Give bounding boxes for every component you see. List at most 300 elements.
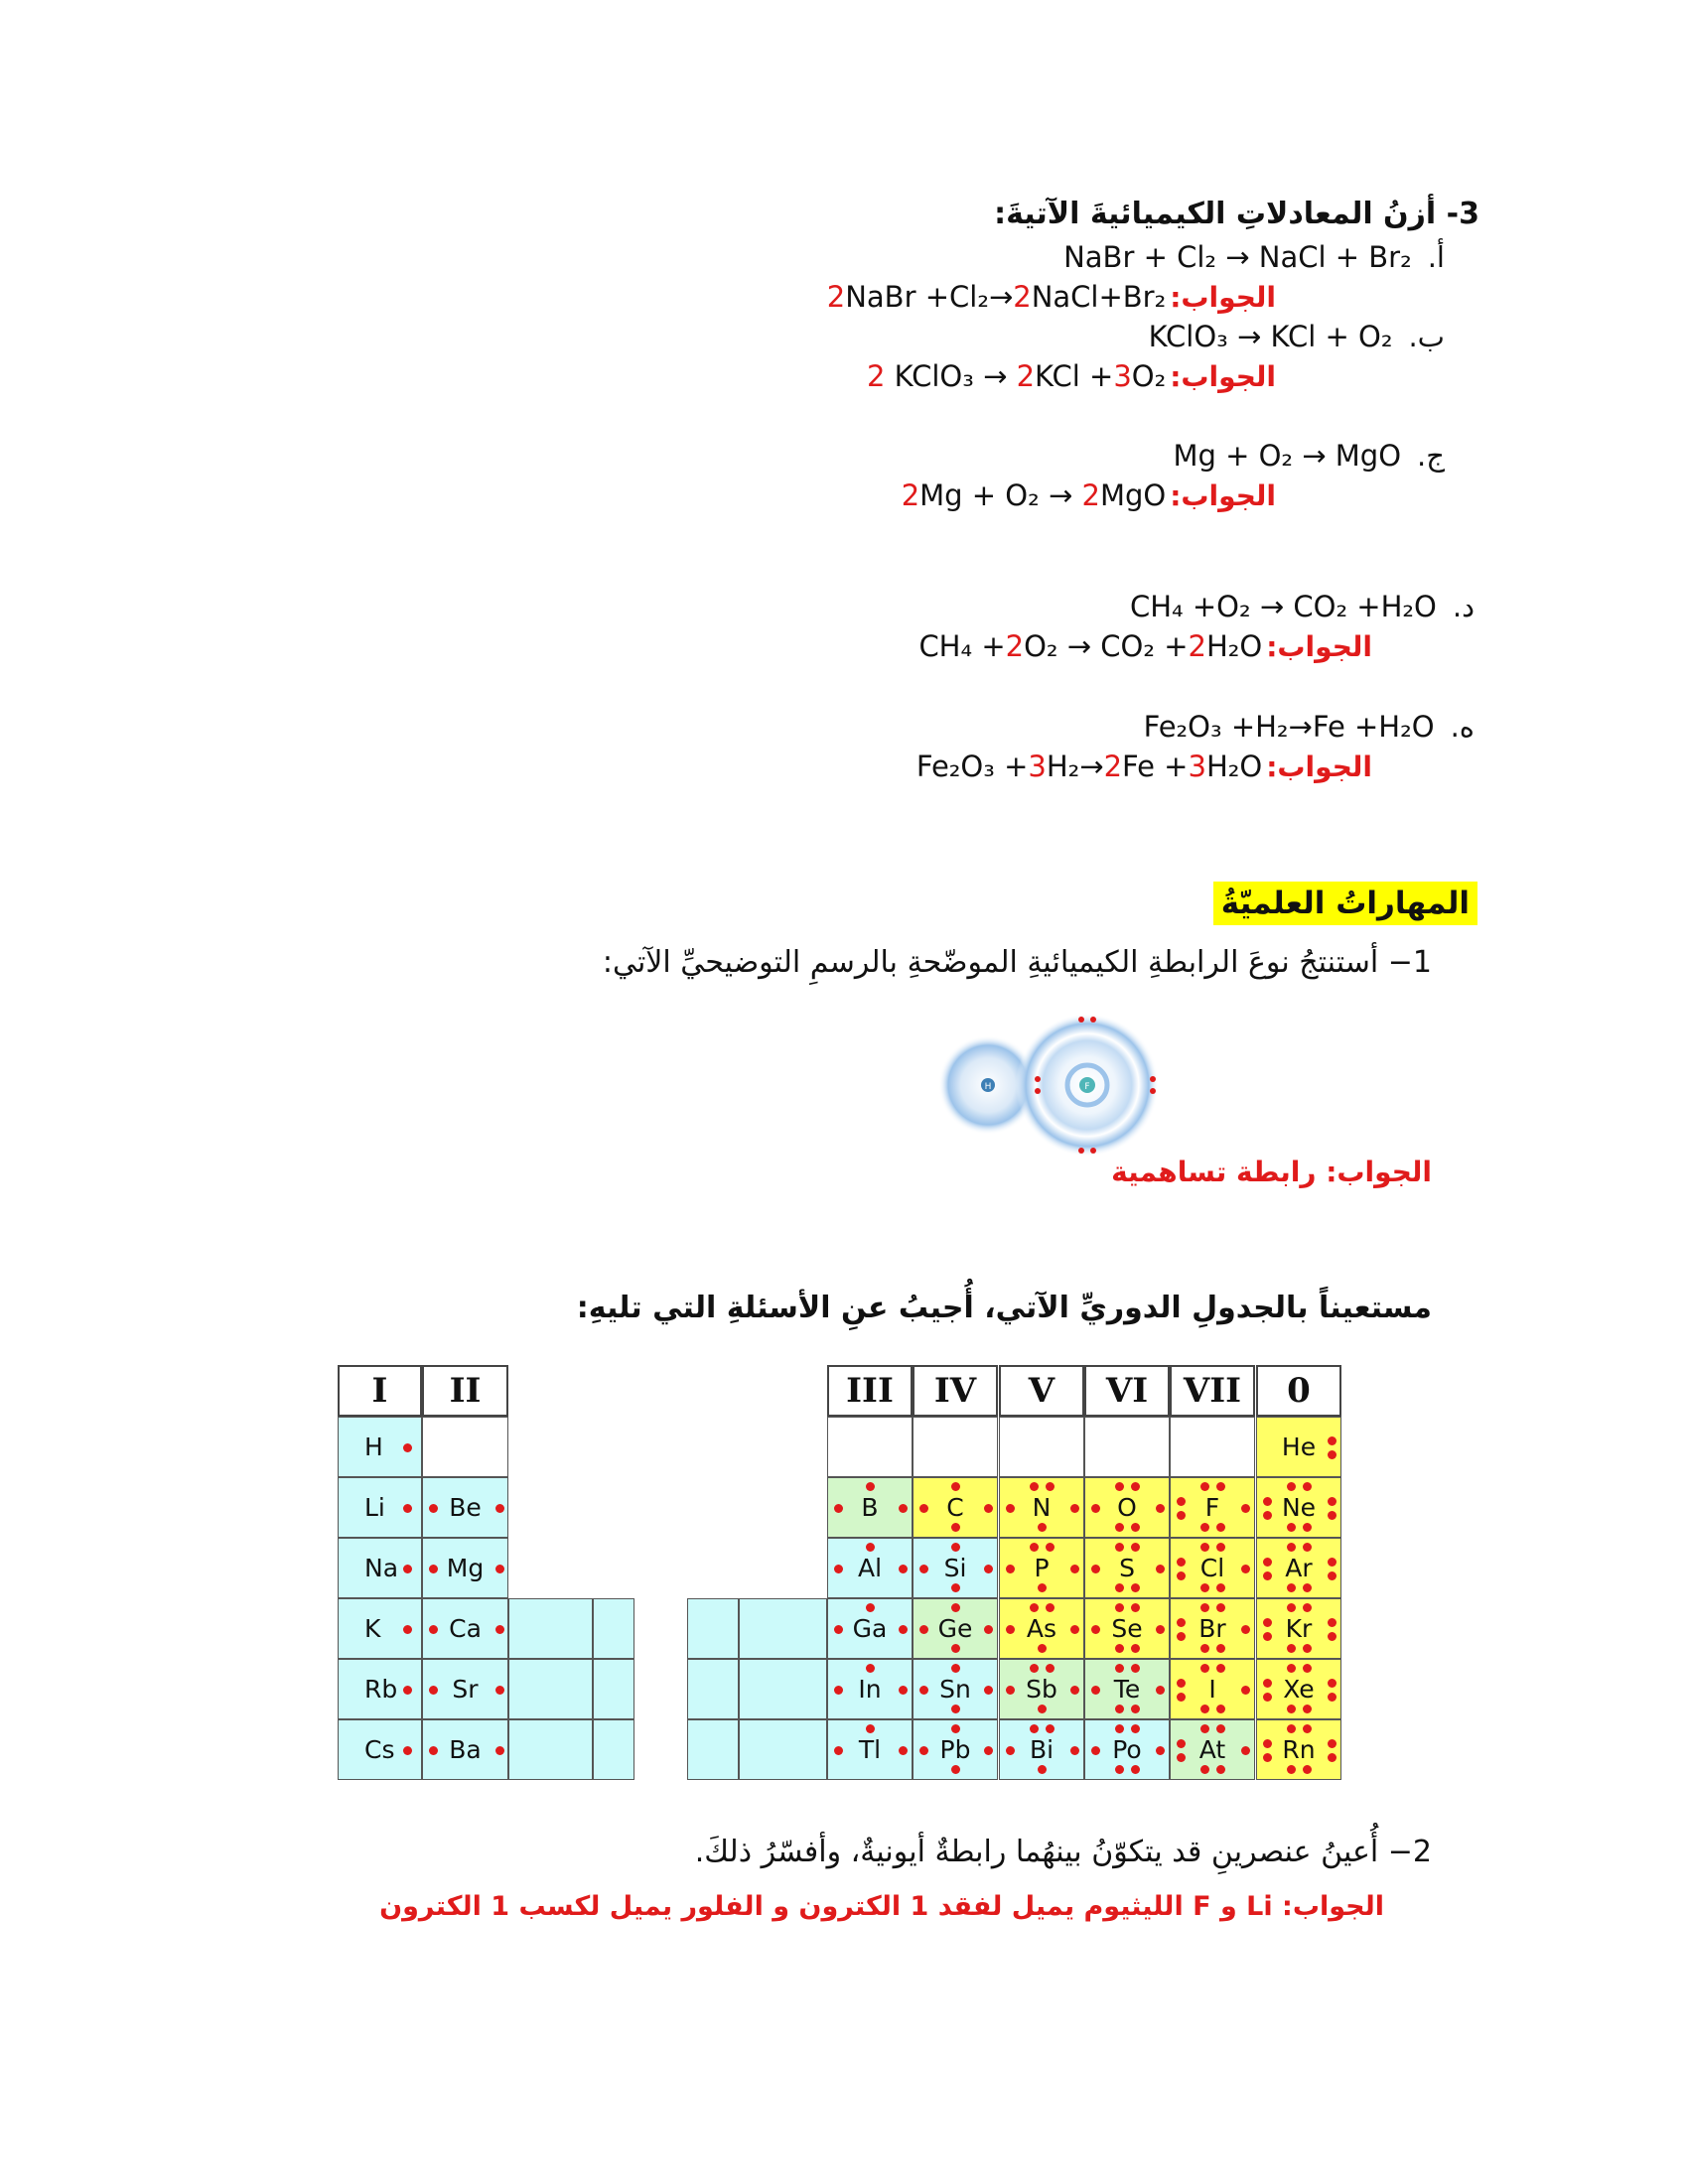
electron-dot [951, 1523, 960, 1532]
electron-dot [1200, 1644, 1209, 1653]
electron-dot [984, 1686, 993, 1695]
electron-dot [1156, 1565, 1165, 1573]
equation-marker: ه. [1450, 710, 1475, 744]
equation-2 [1149, 320, 1445, 353]
electron-dot [1328, 1739, 1336, 1748]
formula-part: Fe + [1122, 750, 1189, 783]
coefficient: 2 [826, 280, 846, 314]
element-cell-S [1084, 1538, 1170, 1598]
electron-dot [1115, 1664, 1124, 1673]
electron-dot [1115, 1523, 1124, 1532]
electron-dot [1038, 1644, 1047, 1653]
element-cell-Sn [913, 1659, 998, 1719]
element-symbol: C [946, 1493, 964, 1522]
electron-dot [1046, 1543, 1055, 1552]
element-cell-H [338, 1417, 422, 1477]
electron-dot [1328, 1497, 1336, 1506]
electron-dot [1006, 1625, 1015, 1634]
electron-dot [899, 1686, 908, 1695]
equation-marker: ب. [1408, 320, 1445, 353]
coefficient: 3 [1188, 750, 1206, 783]
electron-dot [984, 1625, 993, 1634]
element-cell-Be [422, 1477, 508, 1538]
transition-block-cell [687, 1598, 739, 1659]
electron-dot [1115, 1765, 1124, 1774]
section-heading-skills: المهاراتُ العلميّةُ [1213, 882, 1477, 925]
electron-dot [1038, 1765, 1047, 1774]
electron-dot [1131, 1523, 1140, 1532]
electron-dot [1038, 1523, 1047, 1532]
equation-answer-5 [916, 750, 1372, 783]
electron-dot [1156, 1625, 1165, 1634]
equation-text: NaBr + Cl₂ → NaCl + Br₂ [1063, 240, 1412, 274]
electron-dot [1091, 1746, 1100, 1755]
element-symbol: Ge [937, 1614, 973, 1643]
electron-dot [1177, 1693, 1186, 1702]
element-cell-At [1170, 1719, 1255, 1780]
electron-dot [1156, 1504, 1165, 1513]
electron-dot [1328, 1450, 1336, 1459]
electron-dot [1263, 1753, 1272, 1762]
element-cell-Ga [827, 1598, 913, 1659]
balanced-equation [902, 478, 1167, 512]
electron-dot [1177, 1571, 1186, 1580]
element-symbol: I [1208, 1675, 1216, 1704]
element-symbol: Se [1111, 1614, 1143, 1643]
electron-dot [866, 1724, 875, 1733]
formula-part: H₂→ [1046, 750, 1104, 783]
electron-dot [403, 1686, 412, 1695]
element-cell-Cl [1170, 1538, 1255, 1598]
element-symbol: I [371, 1371, 388, 1411]
electron-dot [1287, 1523, 1296, 1532]
element-symbol: B [861, 1493, 879, 1522]
electron-dot [866, 1664, 875, 1673]
equation-5 [1144, 710, 1475, 744]
electron-dot [1115, 1705, 1124, 1713]
element-symbol: He [1281, 1433, 1317, 1461]
formula-part: H₂O [1205, 750, 1263, 783]
question-2-text: 2− أُعينُ عنصرينِ قد يتكوّنُ بينهُما رابطةٌ أيونيةٌ، وأفسّرُ ذلكَ. [694, 1835, 1432, 1869]
electron-dot [1046, 1664, 1055, 1673]
element-symbol: Al [857, 1554, 883, 1582]
electron-dot [1131, 1583, 1140, 1592]
transition-block-cell [739, 1719, 827, 1780]
electron-dot [1030, 1543, 1039, 1552]
element-symbol: S [1119, 1554, 1135, 1582]
formula-part: KCl + [1035, 359, 1114, 393]
electron-dot [495, 1565, 504, 1573]
transition-block-cell [508, 1598, 593, 1659]
formula-part: Mg + O₂ → [919, 478, 1082, 512]
electron-dot [1115, 1543, 1124, 1552]
element-symbol: Sn [939, 1675, 971, 1704]
element-cell-Po [1084, 1719, 1170, 1780]
electron-dot [951, 1482, 960, 1491]
coefficient: 2 [1016, 359, 1036, 393]
electron-dot [1303, 1664, 1312, 1673]
coefficient: 2 [1081, 478, 1100, 512]
element-symbol: Pb [939, 1735, 971, 1764]
element-symbol: II [449, 1371, 482, 1411]
element-cell-Se [1084, 1598, 1170, 1659]
electron-dot [495, 1625, 504, 1634]
electron-dot [984, 1746, 993, 1755]
electron-dot [834, 1746, 843, 1755]
formula-part: NaCl+Br₂ [1031, 280, 1167, 314]
equation-answer-2 [867, 359, 1276, 393]
electron-dot [984, 1504, 993, 1513]
electron-dot [834, 1565, 843, 1573]
electron-dot [1115, 1482, 1124, 1491]
element-symbol: Ne [1281, 1493, 1317, 1522]
electron-dot [1287, 1705, 1296, 1713]
electron-dot [495, 1504, 504, 1513]
electron-dot [1030, 1724, 1039, 1733]
electron-dot [1216, 1603, 1225, 1612]
element-cell-Te [1084, 1659, 1170, 1719]
element-symbol: O [1117, 1493, 1137, 1522]
electron-dot [1131, 1603, 1140, 1612]
group-header-I [338, 1365, 422, 1417]
element-symbol: Be [449, 1493, 482, 1522]
electron-dot [1115, 1603, 1124, 1612]
equation-text: Fe₂O₃ +H₂→Fe +H₂O [1143, 710, 1435, 744]
element-symbol: Rb [364, 1675, 398, 1704]
formula-part: CH₄ + [918, 629, 1006, 663]
equation-marker: د. [1452, 590, 1475, 623]
formula-part: H₂O [1205, 629, 1263, 663]
electron-dot [1200, 1543, 1209, 1552]
electron-dot [1038, 1583, 1047, 1592]
electron-dot [1070, 1625, 1079, 1634]
formula-part: O₂ → CO₂ + [1024, 629, 1189, 663]
transition-block-cell [739, 1659, 827, 1719]
element-symbol: Ca [449, 1614, 482, 1643]
electron-dot [1131, 1724, 1140, 1733]
electron-dot [951, 1603, 960, 1612]
element-cell-Xe [1256, 1659, 1341, 1719]
electron-dot [1177, 1558, 1186, 1567]
electron-dot [1131, 1543, 1140, 1552]
element-symbol: H [364, 1433, 383, 1461]
electron-dot [1200, 1724, 1209, 1733]
group-header-0 [1256, 1365, 1341, 1417]
electron-dot [1328, 1436, 1336, 1445]
electron-dot [1287, 1724, 1296, 1733]
electron-dot [1030, 1603, 1039, 1612]
electron-dot [1070, 1565, 1079, 1573]
transition-block-cell [593, 1659, 634, 1719]
electron-dot [1328, 1679, 1336, 1688]
element-cell-As [999, 1598, 1084, 1659]
electron-dot [1263, 1497, 1272, 1506]
element-cell-He [1256, 1417, 1341, 1477]
element-symbol: F [1204, 1493, 1220, 1522]
electron-dot [1216, 1705, 1225, 1713]
formula-part: Fe₂O₃ + [915, 750, 1029, 783]
electron-dot [403, 1443, 412, 1452]
electron-dot [1046, 1724, 1055, 1733]
coefficient: 2 [1013, 280, 1032, 314]
electron-dot [1287, 1765, 1296, 1774]
element-symbol: Cl [1199, 1554, 1225, 1582]
electron-dot [1177, 1618, 1186, 1627]
group-header-V [999, 1365, 1084, 1417]
electron-dot [919, 1565, 928, 1573]
balanced-equation [916, 750, 1262, 783]
element-symbol: Sr [452, 1675, 479, 1704]
electron-dot [1200, 1765, 1209, 1774]
electron-dot [1263, 1739, 1272, 1748]
electron-dot [919, 1686, 928, 1695]
electron-dot [403, 1565, 412, 1573]
transition-block-cell [687, 1659, 739, 1719]
electron-dot [1115, 1644, 1124, 1653]
electron-dot [1303, 1765, 1312, 1774]
element-symbol: Br [1198, 1614, 1226, 1643]
equation-marker: ج. [1417, 439, 1445, 473]
element-cell-Pb [913, 1719, 998, 1780]
electron-dot [1328, 1632, 1336, 1641]
equation-answer-4 [918, 629, 1372, 663]
element-cell-Al [827, 1538, 913, 1598]
element-symbol: K [364, 1614, 381, 1643]
electron-dot [951, 1644, 960, 1653]
element-cell-Tl [827, 1719, 913, 1780]
electron-dot [866, 1543, 875, 1552]
electron-dot [1287, 1543, 1296, 1552]
equation-text: CH₄ +O₂ → CO₂ +H₂O [1129, 590, 1437, 623]
group-header-VI [1084, 1365, 1170, 1417]
element-cell-Cs [338, 1719, 422, 1780]
electron-dot [1091, 1686, 1100, 1695]
element-symbol: 0 [1287, 1371, 1311, 1411]
electron-dot [1328, 1753, 1336, 1762]
electron-dot [899, 1504, 908, 1513]
electron-dot [1263, 1511, 1272, 1520]
electron-dot [1287, 1664, 1296, 1673]
equation-answer-3 [902, 478, 1276, 512]
electron-dot [1328, 1558, 1336, 1567]
element-symbol: N [1032, 1493, 1052, 1522]
electron-dot [403, 1625, 412, 1634]
element-cell-K [338, 1598, 422, 1659]
element-symbol: Kr [1285, 1614, 1313, 1643]
transition-block-cell [593, 1719, 634, 1780]
element-cell-Rn [1256, 1719, 1341, 1780]
answer-label: الجواب: [1170, 360, 1276, 393]
electron-dot [1287, 1583, 1296, 1592]
electron-dot [1091, 1625, 1100, 1634]
element-symbol: Rn [1282, 1735, 1316, 1764]
empty-cell [827, 1417, 913, 1477]
element-cell-P [999, 1538, 1084, 1598]
electron-dot [1303, 1583, 1312, 1592]
formula-part: NaBr +Cl₂→ [845, 280, 1014, 314]
electron-dot [834, 1686, 843, 1695]
element-cell-Mg [422, 1538, 508, 1598]
element-cell-Ne [1256, 1477, 1341, 1538]
balanced-equation [867, 359, 1166, 393]
element-symbol: Bi [1029, 1735, 1055, 1764]
electron-dot [1216, 1765, 1225, 1774]
element-cell-Na [338, 1538, 422, 1598]
question-2-answer: الجواب: Li و F الليثيوم يميل لفقد 1 الكترون و الفلور يميل لكسب 1 الكترون [379, 1891, 1384, 1922]
electron-dot [1241, 1565, 1250, 1573]
coefficient: 2 [866, 359, 886, 393]
electron-dot [1177, 1739, 1186, 1748]
electron-dot [1328, 1618, 1336, 1627]
electron-dot [1177, 1753, 1186, 1762]
electron-dot [1287, 1482, 1296, 1491]
element-cell-Sb [999, 1659, 1084, 1719]
group-header-IV [913, 1365, 998, 1417]
electron-dot [951, 1765, 960, 1774]
question-1-answer: الجواب: رابطة تساهمية [1111, 1156, 1432, 1188]
electron-dot [495, 1746, 504, 1755]
answer-label: الجواب: [1170, 479, 1276, 512]
electron-dot [899, 1565, 908, 1573]
electron-dot [1091, 1504, 1100, 1513]
balanced-equation [918, 629, 1262, 663]
element-symbol: Li [364, 1493, 385, 1522]
electron-dot [834, 1625, 843, 1634]
group-header-VII [1170, 1365, 1255, 1417]
electron-dot [429, 1625, 438, 1634]
electron-dot [1263, 1679, 1272, 1688]
electron-dot [1303, 1644, 1312, 1653]
electron-dot [1216, 1724, 1225, 1733]
equation-marker: أ. [1427, 240, 1445, 274]
electron-dot [951, 1543, 960, 1552]
electron-dot [1263, 1558, 1272, 1567]
electron-dot [1177, 1497, 1186, 1506]
electron-dot [1241, 1504, 1250, 1513]
electron-dot [951, 1724, 960, 1733]
electron-dot [403, 1504, 412, 1513]
electron-dot [429, 1504, 438, 1513]
hf-bond-diagram [938, 1003, 1167, 1161]
element-cell-Li [338, 1477, 422, 1538]
element-cell-Kr [1256, 1598, 1341, 1659]
electron-dot [1131, 1644, 1140, 1653]
electron-dot [1131, 1705, 1140, 1713]
balanced-equation [827, 280, 1166, 314]
empty-cell [422, 1417, 508, 1477]
equation-text: Mg + O₂ → MgO [1173, 439, 1402, 473]
electron-dot [984, 1565, 993, 1573]
empty-cell [999, 1417, 1084, 1477]
coefficient: 3 [1113, 359, 1132, 393]
formula-part: MgO [1099, 478, 1167, 512]
element-cell-Ca [422, 1598, 508, 1659]
electron-dot [1046, 1482, 1055, 1491]
electron-dot [951, 1664, 960, 1673]
electron-dot [1200, 1583, 1209, 1592]
element-cell-In [827, 1659, 913, 1719]
element-symbol: Sb [1026, 1675, 1057, 1704]
electron-dot [1303, 1705, 1312, 1713]
electron-dot [1241, 1625, 1250, 1634]
electron-dot [403, 1746, 412, 1755]
electron-dot [1263, 1632, 1272, 1641]
element-cell-Ge [913, 1598, 998, 1659]
electron-dot [429, 1746, 438, 1755]
electron-dot [429, 1565, 438, 1573]
formula-part: KClO₃ → [885, 359, 1017, 393]
electron-dot [1303, 1543, 1312, 1552]
electron-dot [1200, 1603, 1209, 1612]
element-symbol: Si [943, 1554, 967, 1582]
periodic-table-intro: مستعيناً بالجدولِ الدوريِّ الآتي، أُجيبُ عنِ الأسئلةِ التي تليهِ: [576, 1291, 1432, 1325]
equation-text: KClO₃ → KCl + O₂ [1148, 320, 1393, 353]
electron-dot [866, 1482, 875, 1491]
coefficient: 2 [1103, 750, 1123, 783]
electron-dot [1216, 1543, 1225, 1552]
electron-dot [1200, 1523, 1209, 1532]
element-cell-Bi [999, 1719, 1084, 1780]
electron-dot [899, 1625, 908, 1634]
electron-dot [1287, 1603, 1296, 1612]
equation-3 [1173, 439, 1445, 473]
electron-dot [1303, 1724, 1312, 1733]
electron-dot [899, 1746, 908, 1755]
formula-part: O₂ [1131, 359, 1167, 393]
electron-dot [1177, 1679, 1186, 1688]
empty-cell [913, 1417, 998, 1477]
element-cell-O [1084, 1477, 1170, 1538]
electron-dot [919, 1746, 928, 1755]
electron-dot [1241, 1746, 1250, 1755]
electron-dot [1216, 1644, 1225, 1653]
transition-block-cell [508, 1659, 593, 1719]
element-symbol: III [846, 1371, 894, 1411]
transition-block-cell [739, 1598, 827, 1659]
electron-dot [1216, 1523, 1225, 1532]
electron-dot [1131, 1482, 1140, 1491]
hydrogen-symbol: H [984, 1082, 992, 1092]
element-symbol: Mg [446, 1554, 485, 1582]
electron-dot [1156, 1686, 1165, 1695]
electron-dot [1216, 1583, 1225, 1592]
element-symbol: In [858, 1675, 882, 1704]
element-symbol: At [1198, 1735, 1226, 1764]
electron-dot [1200, 1664, 1209, 1673]
electron-dot [1328, 1693, 1336, 1702]
element-symbol: Na [364, 1554, 399, 1582]
electron-dot [1030, 1482, 1039, 1491]
coefficient: 3 [1028, 750, 1047, 783]
electron-dot [1303, 1482, 1312, 1491]
electron-dot [1006, 1746, 1015, 1755]
element-symbol: Ga [852, 1614, 888, 1643]
electron-dot [1200, 1705, 1209, 1713]
element-cell-Ba [422, 1719, 508, 1780]
element-symbol: As [1026, 1614, 1057, 1643]
element-symbol: Ar [1285, 1554, 1313, 1582]
electron-dot [1038, 1705, 1047, 1713]
electron-dot [919, 1504, 928, 1513]
electron-dot [1006, 1686, 1015, 1695]
electron-dot [1200, 1482, 1209, 1491]
electron-dot [1303, 1523, 1312, 1532]
question-1-text: 1− أستنتجُ نوعَ الرابطةِ الكيميائيةِ الموضّحةِ بالرسمِ التوضيحيِّ الآتي: [602, 945, 1432, 980]
answer-label: الجواب: [1170, 281, 1276, 314]
electron-dot [1263, 1571, 1272, 1580]
element-symbol: V [1028, 1371, 1055, 1411]
element-cell-Br [1170, 1598, 1255, 1659]
